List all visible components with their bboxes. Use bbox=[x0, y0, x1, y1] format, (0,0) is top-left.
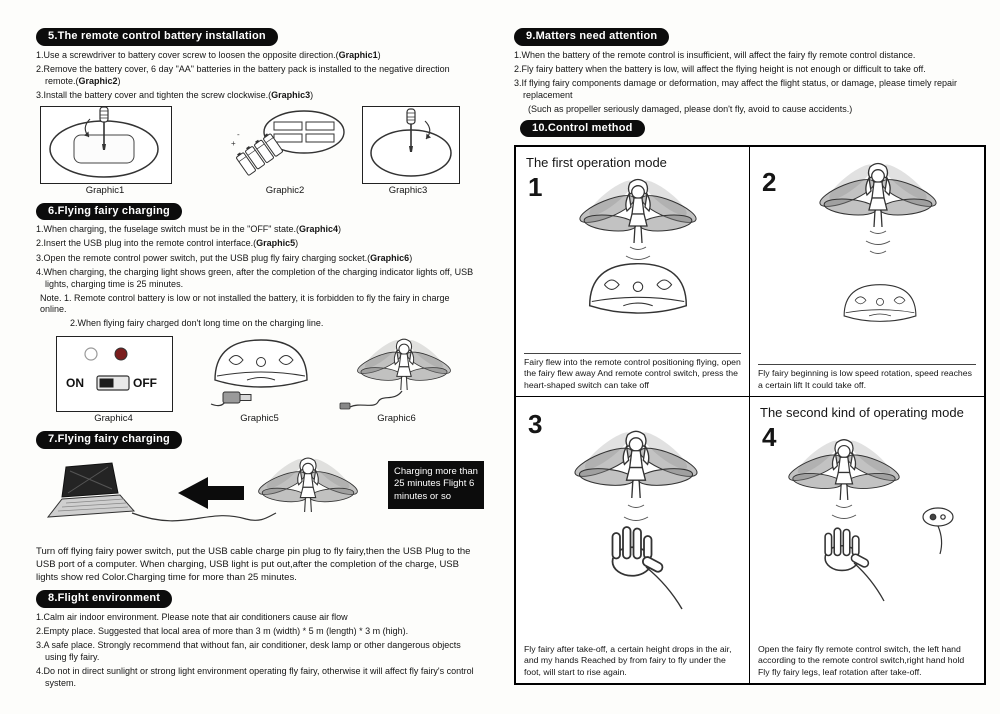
section5-step: 3.Install the battery cover and tighten the screw clockwise.(Graphic3) bbox=[36, 89, 314, 100]
panel1-fairy-on-base-illustration bbox=[532, 171, 736, 337]
panel1-number: 1 bbox=[528, 172, 543, 203]
svg-text:-: - bbox=[237, 129, 240, 139]
section6-step: 2.Insert the USB plug into the remote control interface.(Graphic5) bbox=[36, 238, 299, 249]
section8-step: 3.A safe place. Strongly recommend that without fan, air conditioner, desk lamp or other dangerous objects using fly fairy. bbox=[36, 639, 461, 662]
charging-time-badge: Charging more than 25 minutes Flight 6 minutes or so bbox=[388, 461, 484, 509]
graphic6-caption: Graphic6 bbox=[377, 412, 416, 424]
right-column bbox=[514, 26, 986, 685]
section7-body: Turn off flying fairy power switch, put the USB cable charge pin plug to fly fairy,then the USB Plug to the USB port of a computer. When charging, USB light is put out,after the completion of the charge, USB lights show red Color.Charging time for more than 25 minutes. bbox=[36, 545, 471, 583]
graphic1-caption: Graphic1 bbox=[85, 184, 125, 196]
section6-header: 6.Flying fairy charging bbox=[36, 203, 182, 221]
panel2-caption: Fly fairy beginning is low speed rotation, speed reaches a certain lift It could take off. bbox=[758, 364, 976, 391]
panel2-fairy-takeoff-illustration bbox=[776, 157, 972, 335]
usb-cable bbox=[132, 513, 276, 521]
section9-header: 9.Matters need attention bbox=[514, 28, 669, 46]
panel4-number: 4 bbox=[762, 422, 777, 453]
control-panel-2 bbox=[750, 147, 984, 397]
section6-captions-row bbox=[36, 413, 476, 424]
section8-step: 2.Empty place. Suggested that local area of more than 3 m (width) * 5 m (length) * 3 m (high). bbox=[36, 625, 409, 636]
graphic2-batteries-illustration bbox=[228, 108, 346, 184]
section6-step: 1.When charging, the fuselage switch must be in the "OFF" state.(Graphic4) bbox=[36, 224, 342, 235]
section5-step: 2.Remove the battery cover, 6 day "AA" batteries in the battery pack is installed to the negative direction remote.(Graphic2) bbox=[36, 63, 450, 86]
section6-note2: 2.When flying fairy charged don't long time on the charging line. bbox=[70, 318, 324, 329]
section7-header: 7.Flying fairy charging bbox=[36, 431, 182, 449]
graphic6-fairy-charging-illustration bbox=[336, 334, 461, 412]
graphic5-caption: Graphic5 bbox=[240, 412, 279, 424]
panel2-number: 2 bbox=[762, 167, 777, 198]
section5-step: 1.Use a screwdriver to battery cover screw to loosen the opposite direction.(Graphic1) bbox=[36, 49, 381, 60]
switch-on-label: ON bbox=[66, 375, 84, 390]
section6-note1: Note. 1. Remote control battery is low or not installed the battery, it is forbidden to fly the fairy in charge online. bbox=[40, 292, 450, 315]
section5-captions-row bbox=[36, 185, 476, 196]
section9-step: 3.If flying fairy components damage or deformation, may affect the flight status, or damage, please timely repair replacement bbox=[514, 78, 958, 100]
section9-step: 2.Fly fairy battery when the battery is low, will affect the flying height is not enough or difficult to take off. bbox=[514, 63, 926, 74]
section5-graphics-row bbox=[36, 106, 476, 184]
panel3-number: 3 bbox=[528, 409, 543, 440]
graphic3-caption: Graphic3 bbox=[388, 184, 428, 196]
panel3-hand-under-fairy-illustration bbox=[530, 415, 736, 621]
mode2-title: The second kind of operating mode bbox=[760, 405, 964, 421]
section6-step: 4.When charging, the charging light shows green, after the completion of the charging indicator lights off, USB lights, charging time is 25 minutes. bbox=[36, 266, 474, 289]
control-method-box bbox=[514, 145, 986, 685]
mode1-title: The first operation mode bbox=[526, 155, 667, 171]
svg-text:+: + bbox=[231, 138, 236, 148]
graphic3-tighten-battery-cover-illustration bbox=[362, 106, 460, 184]
section8-step: 4.Do not in direct sunlight or strong light environment operating fly fairy, otherwise it will affect fly fairy's control system. bbox=[36, 665, 474, 688]
fairy-illustration bbox=[256, 455, 360, 512]
panel4-hand-and-remote-illustration bbox=[754, 422, 978, 617]
panel4-caption: Open the fairy fly remote control switch, the left hand according to the remote control switch,right hand hold Fly fly fairy legs, leaf rotation after take-off. bbox=[758, 643, 965, 677]
section5-header: 5.The remote control battery installation bbox=[36, 28, 278, 46]
section8-step: 1.Calm air indoor environment. Please note that air conditioners cause air flow bbox=[36, 611, 348, 622]
section9-step3-note: (Such as propeller seriously damaged, please don't fly, avoid to cause accidents.) bbox=[528, 104, 853, 114]
laptop-icon bbox=[48, 463, 134, 517]
switch-off-label: OFF bbox=[133, 375, 157, 390]
control-panel-1 bbox=[516, 147, 750, 397]
graphic1-unscrew-battery-cover-illustration bbox=[40, 106, 172, 184]
section9-step: 1.When the battery of the remote control is insufficient, will affect the fairy fly remote control distance. bbox=[514, 49, 916, 60]
graphic5-base-usb-illustration bbox=[209, 334, 314, 412]
graphic4-caption: Graphic4 bbox=[94, 412, 133, 424]
control-panel-3 bbox=[516, 397, 750, 683]
section10-header: 10.Control method bbox=[520, 120, 645, 138]
panel1-caption: Fairy flew into the remote control positioning flying, open the fairy flew away And remote control switch, press the heart-shaped switch can take off bbox=[524, 353, 741, 391]
section7-charging-illustration bbox=[36, 455, 476, 543]
section8-header: 8.Flight environment bbox=[36, 590, 172, 608]
left-arrow-icon bbox=[178, 477, 244, 509]
left-column bbox=[36, 26, 476, 692]
graphic2-caption: Graphic2 bbox=[265, 184, 305, 196]
section6-graphics-row bbox=[36, 334, 476, 412]
section6-step: 3.Open the remote control power switch, put the USB plug fly fairy charging socket.(Graphic6) bbox=[36, 252, 413, 263]
panel3-caption: Fly fairy after take-off, a certain height drops in the air, and my hands Reached by from fairy to fly under the foot, will start to rise again. bbox=[524, 643, 732, 677]
control-panel-4 bbox=[750, 397, 984, 683]
graphic4-power-switch-illustration bbox=[56, 336, 173, 412]
